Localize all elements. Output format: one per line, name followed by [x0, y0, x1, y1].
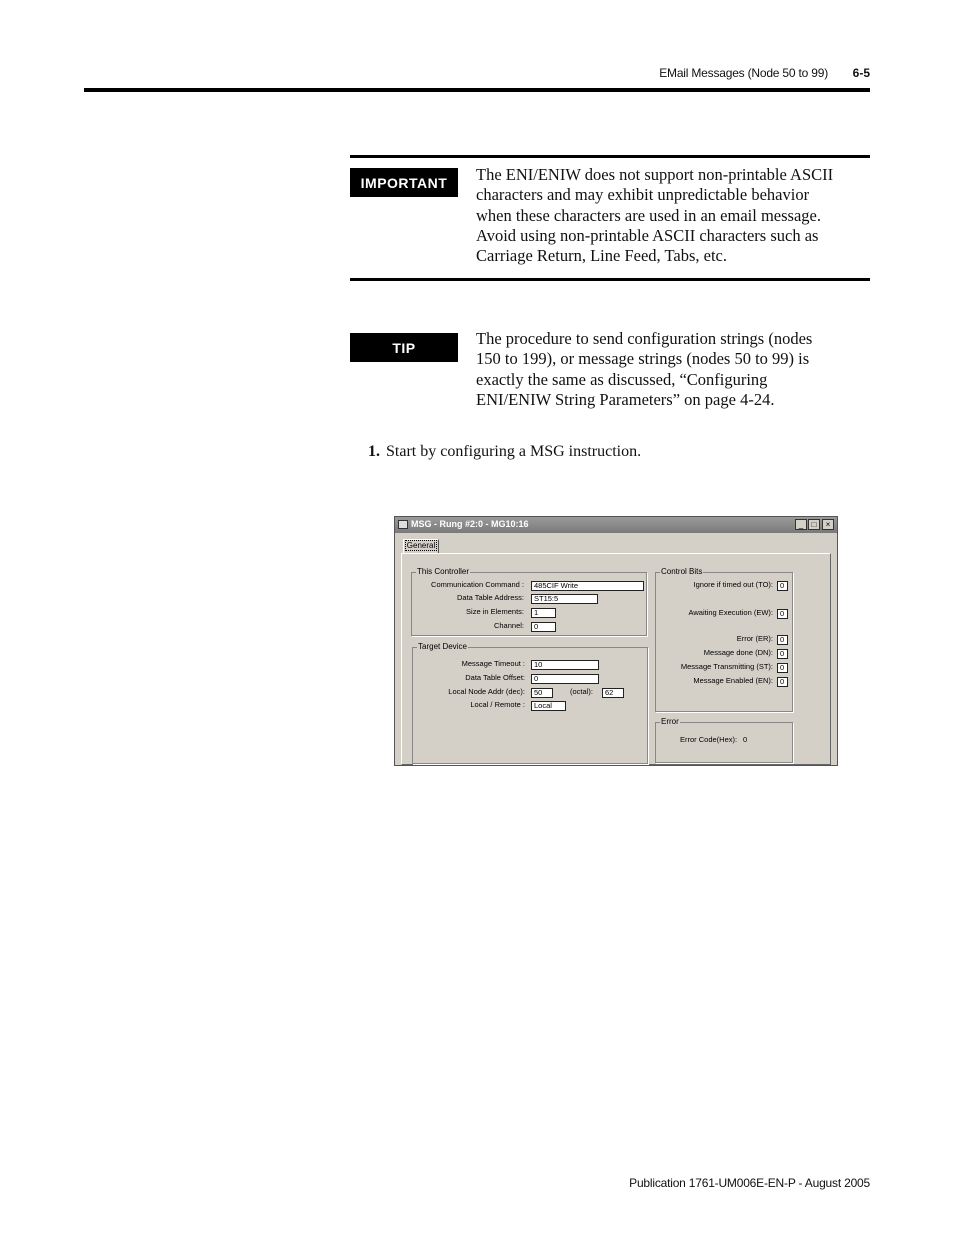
st-bit-field[interactable]: 0: [777, 663, 788, 673]
group-caption: Control Bits: [661, 567, 703, 576]
target-device-group: [412, 642, 648, 764]
running-header-title: EMail Messages (Node 50 to 99): [659, 66, 828, 80]
tip-text: [476, 329, 871, 410]
app-icon: [398, 520, 408, 529]
tab-general-label: General: [406, 541, 436, 550]
field-label: Data Table Address:: [457, 593, 524, 602]
tab-general[interactable]: [403, 539, 439, 553]
important-line: Carriage Return, Line Feed, Tabs, etc.: [476, 246, 727, 266]
maximize-button[interactable]: □: [808, 519, 820, 530]
comm-command-field[interactable]: 485CIF Write: [531, 581, 644, 591]
field-label: Message done (DN):: [703, 648, 773, 657]
dn-bit-field[interactable]: 0: [777, 649, 788, 659]
important-line: when these characters are used in an email message.: [476, 205, 821, 225]
tip-line: 150 to 199), or message strings (nodes 50 to 99) is: [476, 349, 810, 369]
message-timeout-field[interactable]: 10: [531, 660, 599, 670]
group-caption: Target Device: [418, 642, 467, 651]
important-text: [476, 165, 871, 266]
close-button[interactable]: ×: [822, 519, 834, 530]
important-bottom-rule: [350, 278, 870, 281]
field-label: Message Enabled (EN):: [693, 676, 773, 685]
important-line: characters and may exhibit unpredictable behavior: [476, 185, 810, 205]
channel-field[interactable]: 0: [531, 622, 556, 632]
field-label: Awaiting Execution (EW):: [688, 608, 773, 617]
header-rule: [84, 88, 870, 92]
step-number: 1.: [368, 443, 380, 460]
important-top-rule: [350, 155, 870, 158]
to-bit-field[interactable]: 0: [777, 581, 788, 591]
error-group: [655, 717, 793, 763]
this-controller-group: [411, 567, 647, 636]
important-label: IMPORTANT: [350, 168, 458, 197]
field-label: Size in Elements:: [466, 607, 524, 616]
step-text: Start by configuring a MSG instruction.: [386, 443, 642, 460]
publication-footer: Publication 1761-UM006E-EN-P - August 2005: [629, 1176, 870, 1190]
field-label: Communication Command :: [431, 580, 524, 589]
er-bit-field[interactable]: 0: [777, 635, 788, 645]
important-line: The ENI/ENIW does not support non-printable ASCII: [476, 165, 834, 184]
tip-label: TIP: [350, 333, 458, 362]
control-bits-group: [655, 567, 793, 712]
step-1: [368, 443, 641, 461]
field-label: Error (ER):: [736, 634, 773, 643]
tip-line: ENI/ENIW String Parameters” on page 4-24.: [476, 389, 775, 409]
field-label: (octal):: [570, 687, 593, 696]
field-label: Error Code(Hex):: [680, 735, 738, 744]
field-label: Channel:: [493, 621, 524, 630]
data-table-offset-field[interactable]: 0: [531, 674, 599, 684]
tip-line: exactly the same as discussed, “Configuring: [476, 369, 768, 389]
important-line: Avoid using non-printable ASCII characters such as: [476, 225, 819, 245]
field-label: Message Transmitting (ST):: [680, 662, 773, 671]
size-field[interactable]: 1: [531, 608, 556, 618]
ew-bit-field[interactable]: 0: [777, 609, 788, 619]
error-code-value: 0: [743, 735, 748, 744]
en-bit-field[interactable]: 0: [777, 677, 788, 687]
field-label: Data Table Offset:: [465, 673, 525, 682]
octal-field[interactable]: 62: [602, 688, 624, 698]
field-label: Local / Remote :: [470, 700, 525, 709]
tip-line: The procedure to send configuration strings (nodes: [476, 329, 813, 348]
field-label: Message Timeout :: [461, 659, 525, 668]
general-panel: [401, 553, 831, 765]
page-number: 6-5: [852, 66, 870, 80]
msg-dialog-screenshot: [394, 516, 838, 766]
local-remote-field[interactable]: Local: [531, 701, 566, 711]
dialog-title: MSG - Rung #2:0 - MG10:16: [411, 519, 529, 529]
group-caption: This Controller: [417, 567, 470, 576]
local-node-addr-field[interactable]: 50: [531, 688, 553, 698]
dialog-titlebar: [395, 517, 837, 533]
group-caption: Error: [661, 717, 679, 726]
data-table-address-field[interactable]: ST15:5: [531, 594, 598, 604]
field-label: Ignore if timed out (TO):: [693, 580, 773, 589]
field-label: Local Node Addr (dec):: [448, 687, 525, 696]
minimize-button[interactable]: _: [795, 519, 807, 530]
